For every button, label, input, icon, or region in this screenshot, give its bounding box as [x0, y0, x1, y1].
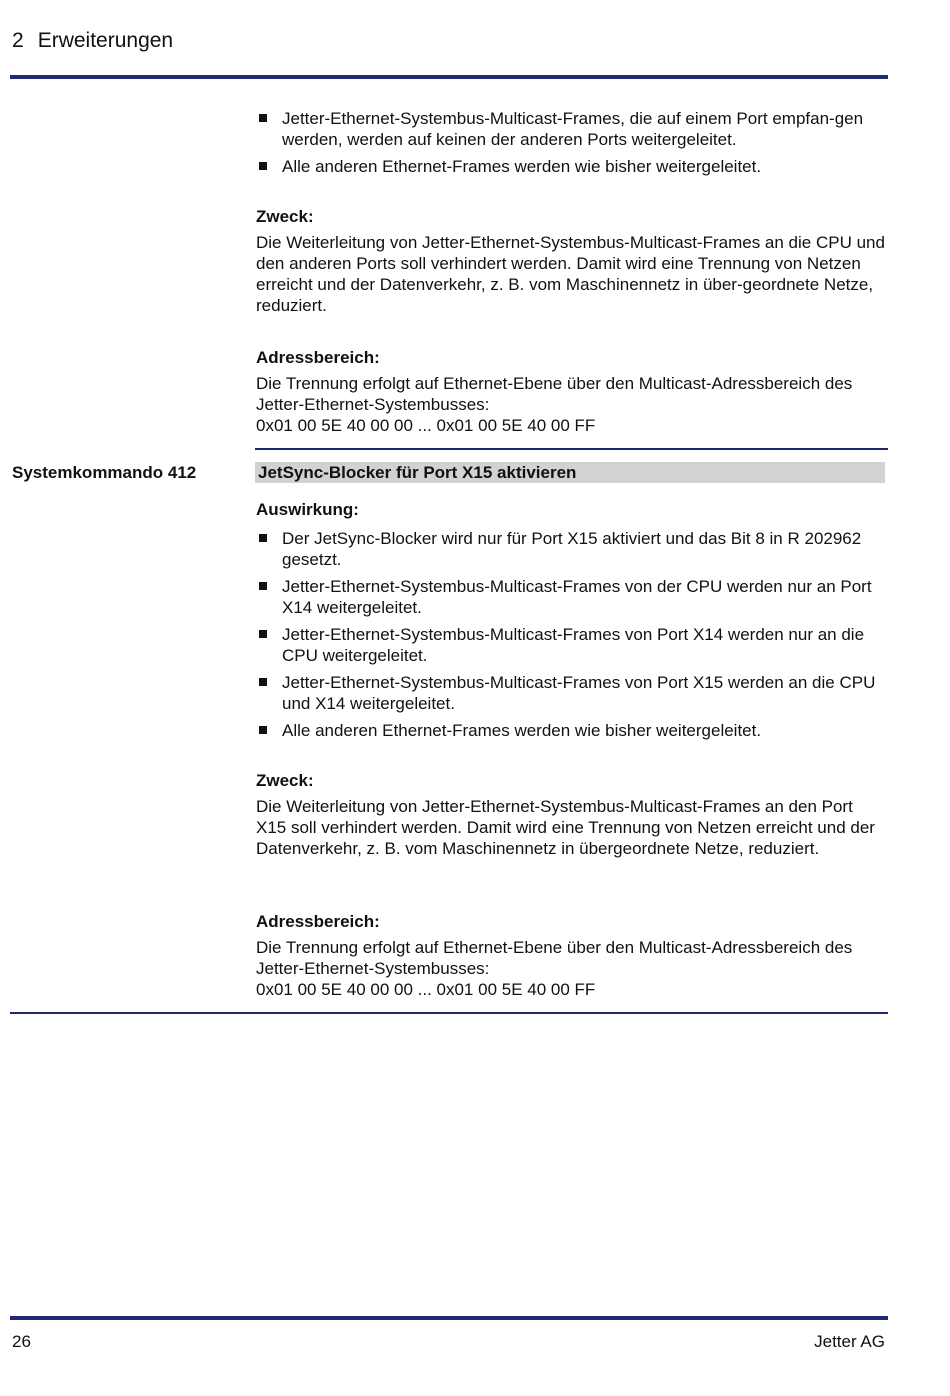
list-item: Alle anderen Ethernet-Frames werden wie bisher weitergeleitet.: [256, 720, 886, 741]
list-item: Jetter-Ethernet-Systembus-Multicast-Frames, die auf einem Port empfan-gen werden, werden auf keinen der anderen Ports weitergeleitet.: [256, 108, 886, 150]
address-heading: Adressbereich:: [256, 912, 380, 931]
side-label: Systemkommando 412: [12, 463, 197, 482]
page-header: [12, 28, 173, 54]
purpose-heading: Zweck:: [256, 207, 314, 226]
list-item: Jetter-Ethernet-Systembus-Multicast-Frames von Port X15 werden an die CPU und X14 weitergeleitet.: [256, 672, 886, 714]
effect-heading: Auswirkung:: [256, 500, 359, 519]
address-range: 0x01 00 5E 40 00 00 ... 0x01 00 5E 40 00 FF: [256, 980, 596, 999]
footer-rule: [10, 1316, 888, 1320]
address-text: Die Trennung erfolgt auf Ethernet-Ebene über den Multicast-Adressbereich des Jetter-Ethernet-Systembusses:: [256, 938, 853, 978]
list-item: Jetter-Ethernet-Systembus-Multicast-Frames von Port X14 werden nur an die CPU weitergeleitet.: [256, 624, 886, 666]
address-block-top: [256, 347, 886, 436]
list-item: Jetter-Ethernet-Systembus-Multicast-Frames von der CPU werden nur an Port X14 weitergeleitet.: [256, 576, 886, 618]
header-rule: [10, 75, 888, 79]
address-block-412: [256, 911, 886, 1000]
section-divider: [255, 448, 888, 450]
address-heading: Adressbereich:: [256, 348, 380, 367]
purpose-block-top: [256, 206, 886, 316]
command-title-bar: JetSync-Blocker für Port X15 aktivieren: [255, 462, 885, 483]
list-item: Der JetSync-Blocker wird nur für Port X15 aktiviert und das Bit 8 in R 202962 gesetzt.: [256, 528, 886, 570]
bullet-list-top: [256, 108, 886, 183]
purpose-block-412: [256, 770, 886, 859]
address-text: Die Trennung erfolgt auf Ethernet-Ebene über den Multicast-Adressbereich des Jetter-Ethernet-Systembusses:: [256, 374, 853, 414]
chapter-number: 2: [12, 29, 24, 52]
purpose-heading: Zweck:: [256, 771, 314, 790]
section-end-rule: [10, 1012, 888, 1014]
effect-block: [256, 499, 886, 747]
purpose-text: Die Weiterleitung von Jetter-Ethernet-Systembus-Multicast-Frames an die CPU und den anderen Ports soll verhindert werden. Damit wird eine Trennung von Netzen erreicht und der Datenverkehr, z. B. vom Maschinennetz in über-geordnete Netze, reduziert.: [256, 233, 885, 315]
list-item: Alle anderen Ethernet-Frames werden wie bisher weitergeleitet.: [256, 156, 886, 177]
page-number: 26: [12, 1332, 31, 1351]
address-range: 0x01 00 5E 40 00 00 ... 0x01 00 5E 40 00 FF: [256, 416, 596, 435]
purpose-text: Die Weiterleitung von Jetter-Ethernet-Systembus-Multicast-Frames an den Port X15 soll verhindert werden. Damit wird eine Trennung von Netzen erreicht und der Datenverkehr, z. B. vom Maschinennetz in übergeordnete Netze, reduziert.: [256, 797, 875, 858]
chapter-title: Erweiterungen: [37, 29, 174, 52]
company-name: Jetter AG: [814, 1332, 885, 1351]
